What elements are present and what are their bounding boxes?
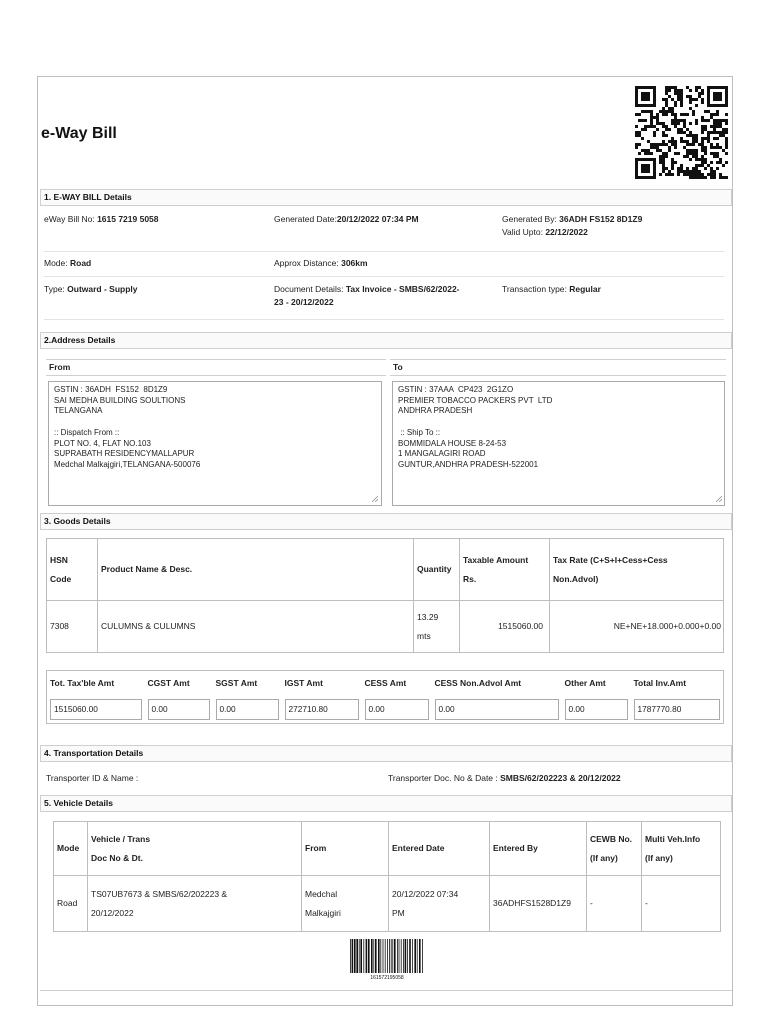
- vehicle-table: [53, 821, 721, 932]
- cess-field[interactable]: 0.00: [365, 699, 429, 720]
- goods-header-hsn: HSN Code: [47, 539, 98, 601]
- vehicle-header-entered-date: Entered Date: [389, 822, 490, 876]
- goods-product: CULUMNS & CULUMNS: [98, 601, 414, 653]
- totals-value-row: [47, 696, 724, 724]
- address-from-heading: From: [46, 359, 386, 376]
- section-vehicle-header: 5. Vehicle Details: [40, 795, 732, 812]
- address-panel: [46, 359, 726, 507]
- vehicle-header-entered-by: Entered By: [490, 822, 587, 876]
- vehicle-header-cewb: CEWB No. (If any): [587, 822, 642, 876]
- ewb-bill-no: eWay Bill No: 1615 7219 5058: [44, 214, 159, 224]
- vehicle-header-vehicle: Vehicle / Trans Doc No & Dt.: [88, 822, 302, 876]
- ewb-generated-date: Generated Date:20/12/2022 07:34 PM: [274, 214, 419, 224]
- divider: [44, 276, 724, 277]
- totals-header: SGST Amt: [213, 671, 282, 696]
- goods-taxable: 1515060.00: [460, 601, 550, 653]
- barcode-icon: [350, 939, 424, 973]
- ewb-type: Type: Outward - Supply: [44, 284, 138, 294]
- transporter-doc: Transporter Doc. No & Date : SMBS/62/202223 & 20/12/2022: [388, 773, 621, 783]
- vehicle-entered-date: 20/12/2022 07:34 PM: [389, 876, 490, 932]
- section-address-header: 2.Address Details: [40, 332, 732, 349]
- totals-header-row: [47, 671, 724, 696]
- goods-hsn: 7308: [47, 601, 98, 653]
- totals-header: IGST Amt: [282, 671, 362, 696]
- ewb-mode: Mode: Road: [44, 258, 92, 268]
- vehicle-header-mode: Mode: [54, 822, 88, 876]
- vehicle-entered-by: 36ADHFS1528D1Z9: [490, 876, 587, 932]
- address-to-heading: To: [390, 359, 726, 376]
- divider: [44, 251, 724, 252]
- igst-field[interactable]: 272710.80: [285, 699, 359, 720]
- vehicle-from: Medchal Malkajgiri: [302, 876, 389, 932]
- goods-header-quantity: Quantity: [414, 539, 460, 601]
- totals-header: CGST Amt: [145, 671, 213, 696]
- total-taxable-field[interactable]: 1515060.00: [50, 699, 142, 720]
- cess-non-advol-field[interactable]: 0.00: [435, 699, 559, 720]
- cgst-field[interactable]: 0.00: [148, 699, 210, 720]
- totals-header: Total Inv.Amt: [631, 671, 724, 696]
- vehicle-mode: Road: [54, 876, 88, 932]
- footer-divider: [40, 990, 732, 991]
- totals-header: Other Amt: [562, 671, 631, 696]
- divider: [44, 319, 724, 320]
- goods-table: [46, 538, 724, 653]
- qr-code-icon: [635, 86, 729, 182]
- section-goods-header: 3. Goods Details: [40, 513, 732, 530]
- totals-header: CESS Amt: [362, 671, 432, 696]
- ewb-document-details: Document Details: Tax Invoice - SMBS/62/2022- 23 - 20/12/2022: [274, 284, 460, 307]
- vehicle-header-multi: Multi Veh.Info (If any): [642, 822, 721, 876]
- section-transport-header: 4. Transportation Details: [40, 745, 732, 762]
- vehicle-doc: TS07UB7673 & SMBS/62/202223 & 20/12/2022: [88, 876, 302, 932]
- goods-quantity: 13.29 mts: [414, 601, 460, 653]
- vehicle-header-from: From: [302, 822, 389, 876]
- vehicle-cewb: -: [587, 876, 642, 932]
- resize-handle-icon[interactable]: [372, 496, 378, 502]
- table-row: [47, 601, 724, 653]
- ewb-generated-by: Generated By: 36ADH FS152 8D1Z9 Valid Upto: 22/12/2022: [502, 214, 643, 237]
- address-from-textarea[interactable]: GSTIN : 36ADH FS152 8D1Z9 SAI MEDHA BUILDING SOULTIONS TELANGANA :: Dispatch From :: PLOT NO. 4, FLAT NO.103 SUPRABATH RESIDENCYMALLAPUR Medchal Malkajgiri,TELANGANA-500076: [48, 381, 382, 506]
- table-row: [54, 876, 721, 932]
- section-ewb-header: 1. E-WAY BILL Details: [40, 189, 732, 206]
- address-to-textarea[interactable]: GSTIN : 37AAA CP423 2G1ZO PREMIER TOBACCO PACKERS PVT LTD ANDHRA PRADESH :: Ship To :: BOMMIDALA HOUSE 8-24-53 1 MANGALAGIRI ROAD GUNTUR,ANDHRA PRADESH-522001: [392, 381, 725, 506]
- vehicle-header-row: [54, 822, 721, 876]
- barcode-number: 161572195058: [370, 975, 404, 981]
- ewb-distance: Approx Distance: 306km: [274, 258, 368, 268]
- vehicle-multi: -: [642, 876, 721, 932]
- resize-handle-icon[interactable]: [716, 496, 722, 502]
- ewb-transaction-type: Transaction type: Regular: [502, 284, 601, 294]
- sgst-field[interactable]: 0.00: [216, 699, 279, 720]
- goods-header-row: [47, 539, 724, 601]
- totals-table: [46, 670, 724, 724]
- goods-tax-rate: NE+NE+18.000+0.000+0.00: [550, 601, 724, 653]
- goods-header-tax-rate: Tax Rate (C+S+I+Cess+Cess Non.Advol): [550, 539, 724, 601]
- transporter-id: Transporter ID & Name :: [46, 773, 139, 783]
- goods-header-product: Product Name & Desc.: [98, 539, 414, 601]
- page-title: e-Way Bill: [41, 125, 117, 142]
- total-inv-field[interactable]: 1787770.80: [634, 699, 721, 720]
- eway-bill-page: [37, 76, 733, 1006]
- totals-header: Tot. Tax'ble Amt: [47, 671, 145, 696]
- goods-header-taxable: Taxable Amount Rs.: [460, 539, 550, 601]
- other-amt-field[interactable]: 0.00: [565, 699, 628, 720]
- totals-header: CESS Non.Advol Amt: [432, 671, 562, 696]
